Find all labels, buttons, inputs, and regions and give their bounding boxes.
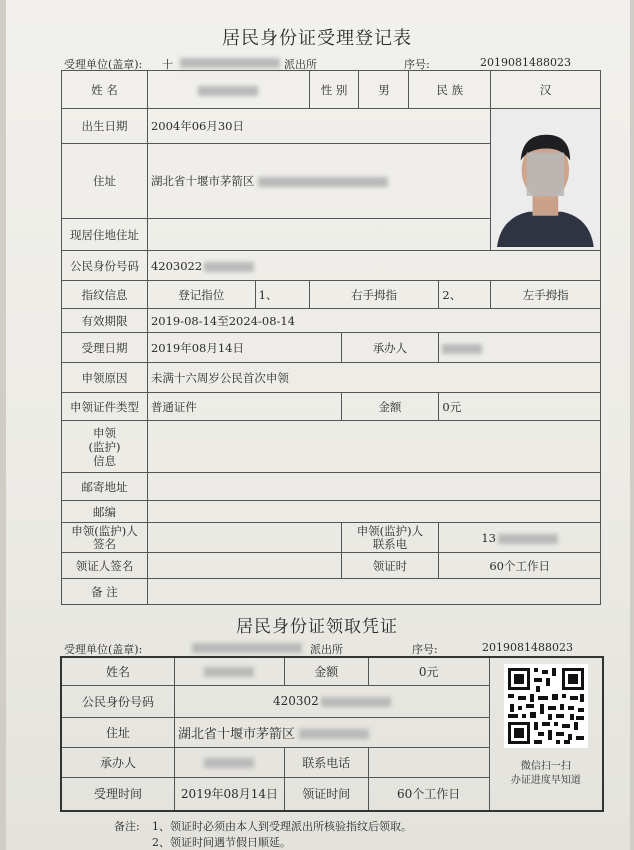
name-label: 姓 名 (62, 71, 148, 109)
applicant-phone-line2: 联系电 (372, 536, 408, 551)
notes-line2: 2、领证时间遇节假日顺延。 (152, 836, 291, 849)
qr-cell (489, 657, 603, 811)
address-value: 湖北省十堰市茅箭区 (150, 173, 255, 188)
fp1-num: 1、 (255, 281, 309, 309)
gender-label: 性 别 (309, 71, 359, 109)
applicant-sign-line1: 申领(监护)人 (71, 523, 138, 538)
applicant-sign-label (62, 523, 148, 553)
form2-seq-label: 序号: (412, 643, 438, 656)
v-id-cell (175, 685, 490, 717)
form2-unit-label: 受理单位(盖章): (64, 643, 143, 656)
v-receive-time-label: 领证时间 (284, 777, 368, 811)
v-handler-value-redacted (175, 747, 285, 777)
v-name-label: 姓名 (61, 657, 175, 685)
mail-address-value (147, 473, 600, 501)
v-receive-time-value: 60个工作日 (368, 777, 489, 811)
applicant-sign-line2: 签名 (92, 536, 116, 551)
form1-unit-suffix: 派出所 (284, 58, 317, 71)
receiver-sign-value (147, 553, 341, 579)
address-cell (147, 143, 490, 219)
birth-value: 2004年06月30日 (147, 109, 490, 144)
id-number-redacted (204, 262, 254, 272)
v-phone-value (368, 747, 489, 777)
remarks-label: 备 注 (62, 579, 148, 605)
fingerprint-reg-label: 登记指位 (147, 281, 255, 309)
fingerprint-label: 指纹信息 (62, 281, 148, 309)
amount-label: 金额 (341, 393, 439, 421)
v-address-redacted (299, 729, 369, 739)
form1-title: 居民身份证受理登记表 (222, 28, 412, 49)
remarks-value (147, 579, 600, 605)
fp1-value: 右手拇指 (309, 281, 439, 309)
current-address-label: 现居住地住址 (62, 219, 148, 251)
v-id-redacted (321, 697, 391, 707)
receive-time-label: 领证时 (341, 553, 439, 579)
fp2-num: 2、 (439, 281, 491, 309)
v-amount-label: 金额 (284, 657, 368, 685)
applicant-phone-label (341, 523, 439, 553)
id-photo (491, 109, 600, 250)
guardian-info-label (62, 421, 148, 473)
accept-date-value: 2019年08月14日 (147, 333, 341, 363)
applicant-phone-value: 13 (481, 530, 496, 545)
address-label: 住址 (62, 143, 148, 219)
v-address-value: 湖北省十堰市茅箭区 (178, 726, 296, 742)
notes-label: 备注: (114, 820, 140, 833)
applicant-phone-redacted (498, 534, 558, 544)
v-id-label: 公民身份号码 (61, 685, 175, 717)
guardian-info-value (147, 421, 600, 473)
gender-value: 男 (359, 71, 409, 109)
qr-caption-line1: 微信扫一扫 (520, 761, 571, 772)
cert-type-value: 普通证件 (147, 393, 341, 421)
cert-type-label: 申领证件类型 (62, 393, 148, 421)
form1-unit-label: 受理单位(盖章): (64, 58, 143, 71)
notes-line1: 1、领证时必须由本人到受理派出所核验指纹后领取。 (152, 820, 412, 833)
guardian-info-line3: 信息 (92, 453, 116, 468)
form2-title: 居民身份证领取凭证 (236, 617, 398, 637)
current-address-value (147, 219, 490, 251)
form1-unit-redacted (180, 56, 280, 69)
v-accept-time-label: 受理时间 (61, 777, 175, 811)
id-number-cell (147, 251, 600, 281)
person-photo-icon (491, 109, 600, 247)
handler-label: 承办人 (341, 333, 439, 363)
receive-time-value: 60个工作日 (439, 553, 601, 579)
v-handler-label: 承办人 (61, 747, 175, 777)
photo-cell (491, 109, 601, 251)
name-value-redacted (147, 71, 309, 109)
fp2-value: 左手拇指 (491, 281, 601, 309)
ethnicity-value: 汉 (491, 71, 601, 109)
applicant-phone-line1: 申领(监护)人 (356, 523, 424, 538)
guardian-info-line1: 申领 (92, 425, 116, 440)
receiver-sign-label: 领证人签名 (62, 553, 148, 579)
form2-unit-suffix: 派出所 (310, 643, 343, 656)
validity-label: 有效期限 (62, 309, 148, 333)
accept-date-label: 受理日期 (62, 333, 148, 363)
guardian-info-line2: (监护) (88, 439, 121, 454)
id-number-label: 公民身份号码 (62, 251, 148, 281)
v-id-value: 420302 (272, 694, 319, 708)
form1-seq-value: 2019081488023 (480, 56, 571, 69)
v-address-label: 住址 (61, 717, 175, 747)
v-name-value-redacted (175, 657, 285, 685)
applicant-phone-cell (439, 523, 601, 553)
reason-label: 申领原因 (62, 363, 148, 393)
registration-table (61, 70, 601, 605)
qr-code-icon[interactable] (504, 664, 588, 748)
applicant-sign-value (147, 523, 341, 553)
validity-value: 2019-08-14至2024-08-14 (147, 309, 600, 333)
form1-unit-prefix: 十 (162, 58, 173, 71)
reason-value: 未满十六周岁公民首次申领 (147, 363, 600, 393)
mail-address-label: 邮寄地址 (62, 473, 148, 501)
postcode-value (147, 501, 600, 523)
form1-seq-label: 序号: (404, 58, 430, 71)
birth-label: 出生日期 (62, 109, 148, 144)
v-address-cell (175, 717, 490, 747)
ethnicity-label: 民 族 (409, 71, 491, 109)
id-number-value: 4203022 (150, 258, 203, 273)
qr-caption-line2: 办证进度早知道 (510, 775, 581, 786)
form2-seq-value: 2019081488023 (482, 641, 573, 654)
v-accept-time-value: 2019年08月14日 (175, 777, 285, 811)
v-amount-value: 0元 (368, 657, 489, 685)
address-redacted (258, 177, 388, 187)
form2-unit-redacted (192, 641, 302, 654)
postcode-label: 邮编 (62, 501, 148, 523)
collection-voucher-table (60, 656, 604, 812)
handler-value-redacted (439, 333, 601, 363)
amount-value: 0元 (439, 393, 601, 421)
v-phone-label: 联系电话 (284, 747, 368, 777)
